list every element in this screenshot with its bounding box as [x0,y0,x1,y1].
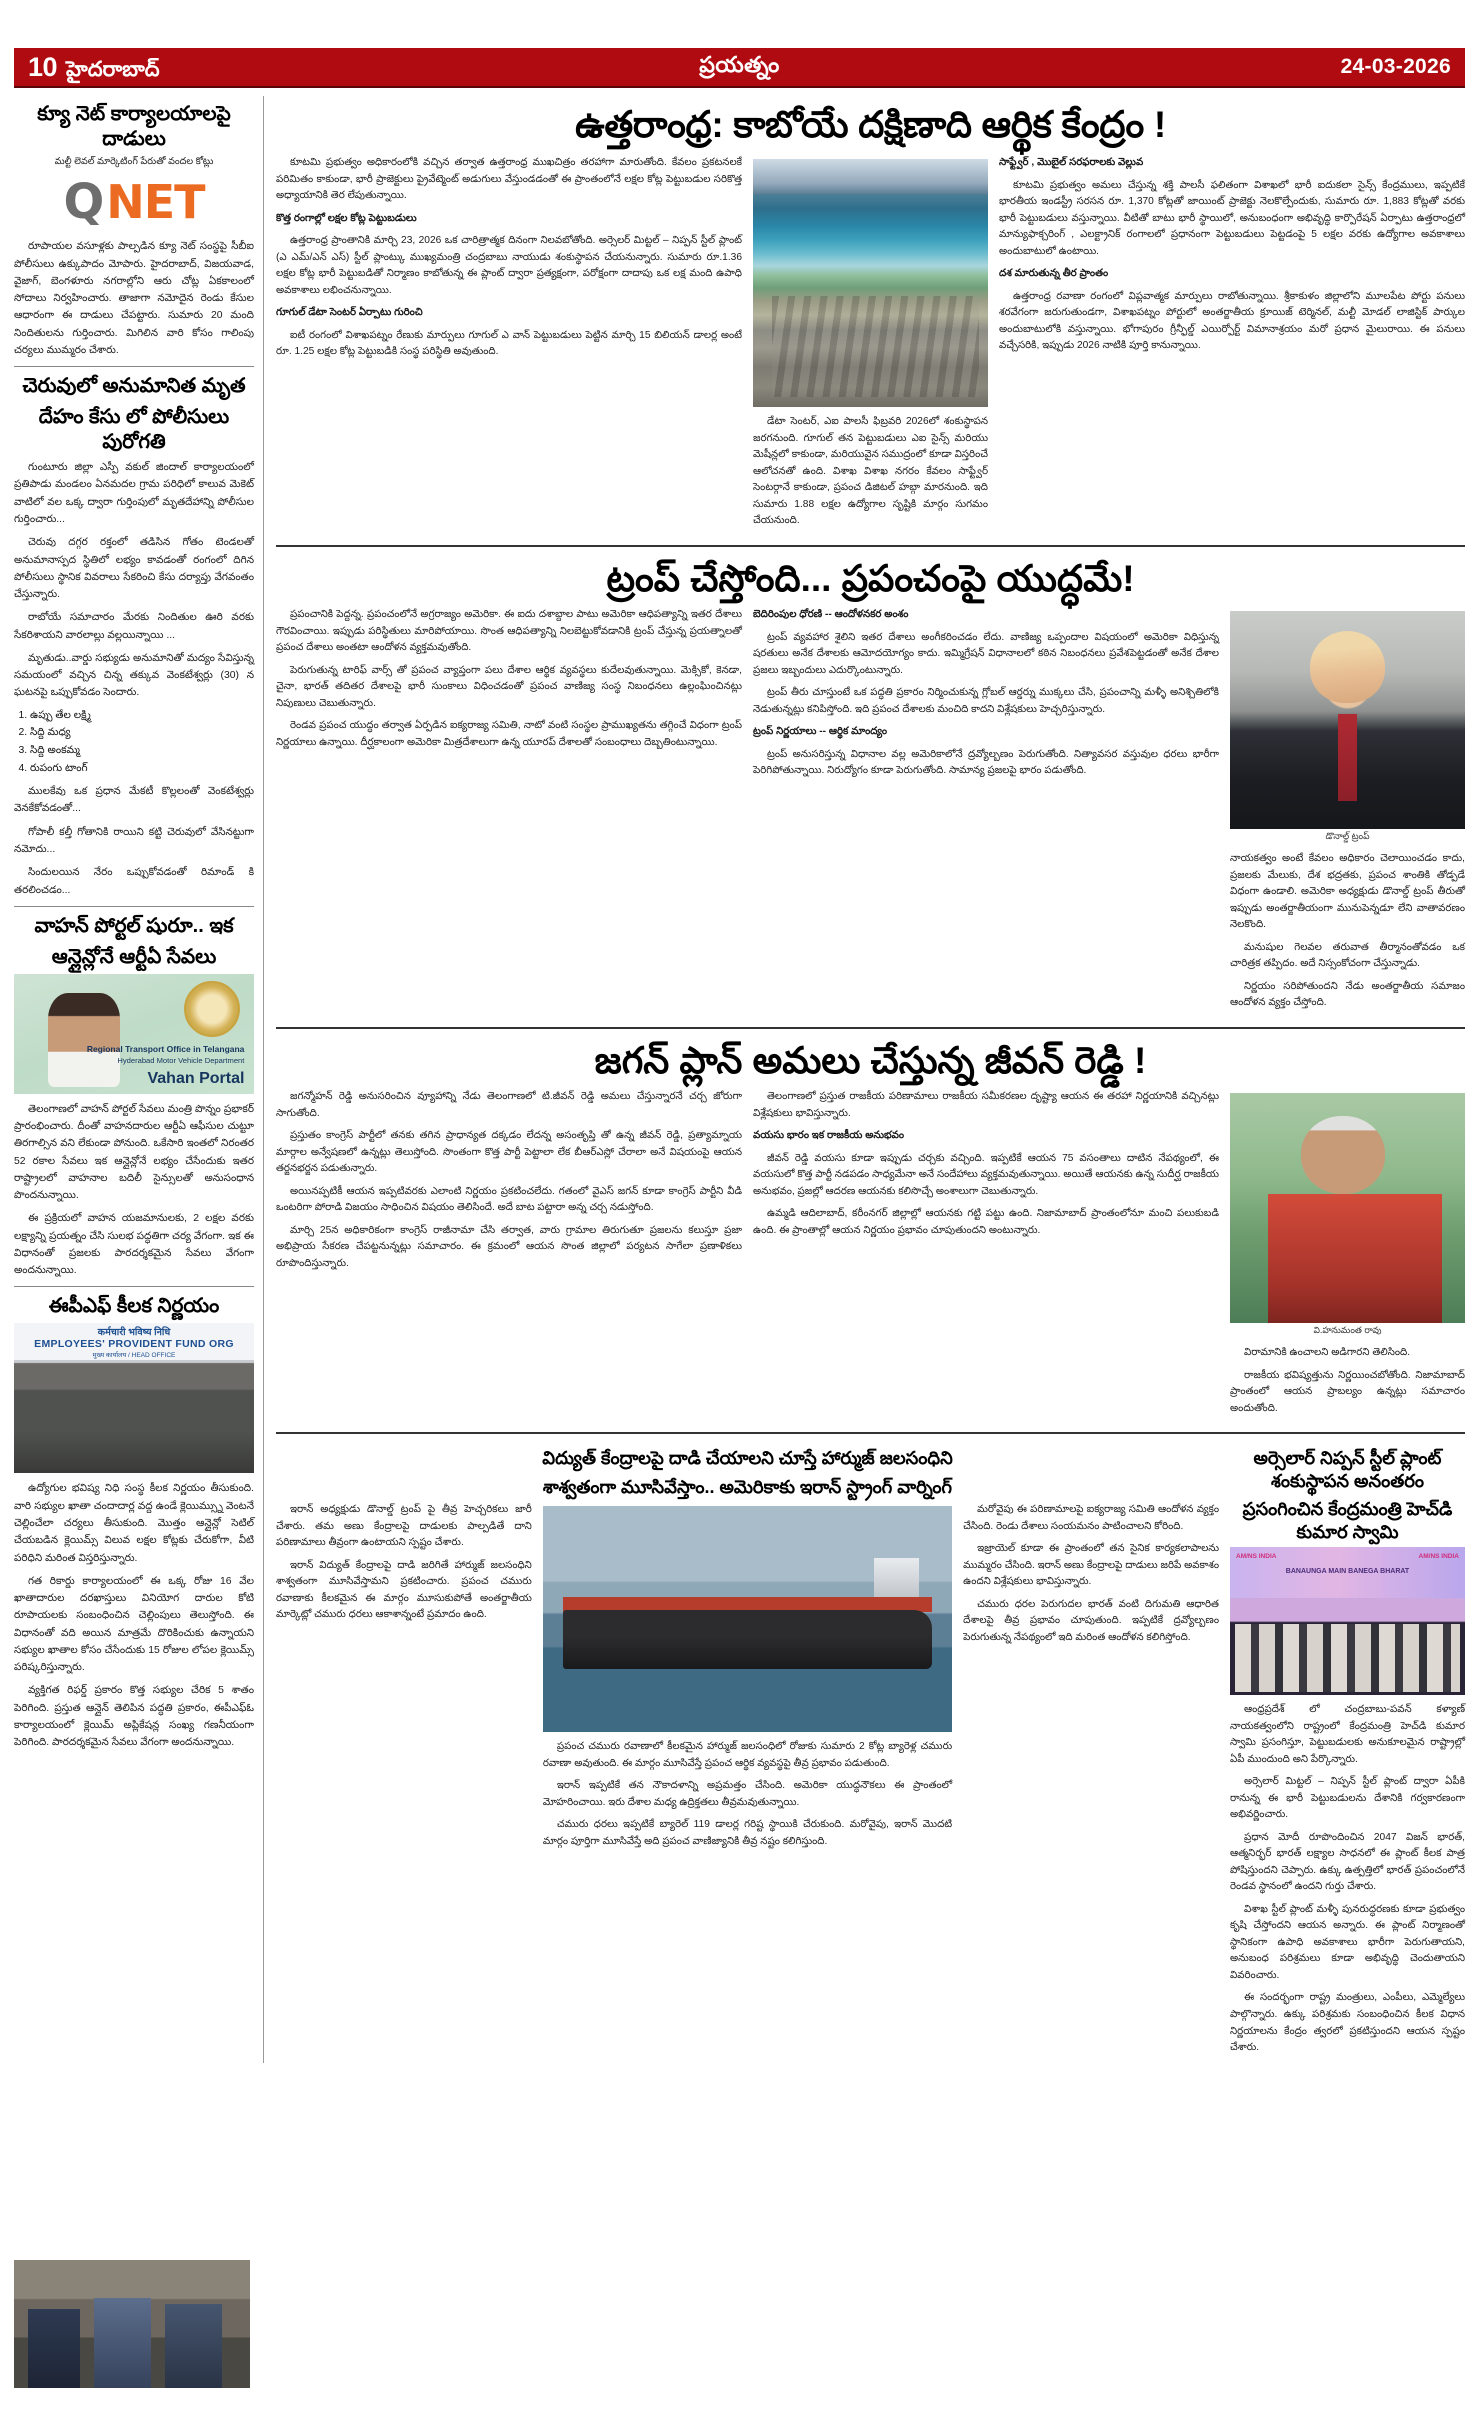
arcelor-para-2: అర్సెలార్ మిట్టల్ – నిప్పన్ స్టీల్ ప్లాంట్ ద్వారా ఏపీకి రానున్న ఈ భారీ పెట్టుబడులను దేశానికి గర్వకారణంగా అభివర్ణించారు. [1230,1776,1465,1821]
newspaper-page [0,48,1479,2412]
trump-para-2: పెరుగుతున్న టారిఫ్ వార్స్ తో ప్రపంచ వ్యాప్తంగా పలు దేశాల ఆర్థిక వ్యవస్థలు కుదేలవుతున్నాయి. మెక్సికో, కెనడా, చైనా, భారత్ తదితర దేశాలపై భారీ సుంకాలు విధించడంతో ప్రపంచ వాణిజ్య సంస్థ నిబంధనలు ఉల్లంఘించినట్లు నిపుణులు చెబుతున్నారు. [276,664,743,709]
cheruvu-headline-2: దేహం కేసు లో పోలీసులు పురోగతి [38,406,230,454]
story-trump [276,557,1465,1018]
epf-sign-sub: मुख्य कार्यालय / HEAD OFFICE [92,1351,176,1359]
jagan-para-7: ఉమ్మడి ఆదిలాబాద్, కరీంనగర్ జిల్లాల్లో ఆయనకు గట్టి పట్టు ఉంది. నిజామాబాద్ ప్రాంతంలోనూ మంచి పలుకుబడి ఉంది. ఈ ప్రాంతాల్లో ఆయన నిర్ణయం ప్రభావం చూపుతుందని అంటున్నారు. [753,1208,1219,1236]
lead-para-2: ఉత్తరాంధ్ర ప్రాంతానికి మార్చి 23, 2026 ఒక చారిత్రాత్మక దినంగా నిలవబోతోంది. అర్సెలర్ మిట్టల్ – నిప్పన్ స్టీల్ ప్లాంట్ (ఎ ఎమ్/ఎన్ ఎస్) స్టీల్ ప్లాంట్కు ముఖ్యమంత్రి చంద్రబాబు నాయుడు శంకుస్థాపన చేయనున్నారు. సుమారు రూ.1.36 లక్షల కోట్ల భారీ పెట్టుబడితో నిర్మాణం కాబోతున్న ఈ ప్లాంట్ ద్వారా ప్రత్యక్షంగా, పరోక్షంగా దాదాపు ఒక లక్ష మంది ఉపాధి అవకాశాలు లభించనున్నాయి. [276,235,742,296]
trump-para-6: ట్రంప్ అనుసరిస్తున్న విధానాల వల్ల అమెరికాలోనే ద్రవ్యోల్బణం పెరుగుతోంది. నిత్యావసర వస్తువుల ధరలు భారీగా పెరిగిపోతున్నాయి. నిరుద్యోగం కూడా పెరుగుతోంది. సామాన్య ప్రజలపై భారం పడుతోంది. [753,748,1219,777]
coast-photo-figure [753,159,988,407]
cheruvu-paragraph-1: గుంటూరు జిల్లా ఎస్పీ వకుల్ జిందాల్ కార్యాలయంలో ప్రతిపాడు మండలం ఏనమదల గ్రామ పరిధిలో కాలువ మెకెట్ వాటిలో వల ఒక్క ద్వారా గుర్తింపులో మృతదేహాన్ని పోలీసుల గుర్తించారు... [14,462,254,525]
lead-subhead-4: దశ మారుతున్న తీర ప్రాంతం [999,268,1109,280]
iran-para-6: మరోవైపు ఈ పరిణామాలపై ఐక్యరాజ్య సమితి ఆందోళన వ్యక్తం చేసింది. రెండు దేశాలు సంయమనం పాటించాలని కోరింది. [963,1504,1219,1532]
jagan-story-columns [276,1089,1465,1423]
story-vahan-portal [14,914,254,1280]
epf-paragraph-3: వ్యక్తిగత రిఫర్డ్ ప్రకారం కొత్త సభ్యుల చేరిక 5 శాతం పెరిగింది. ప్రస్తుత ఆన్లైన్ తెలిపిన పద్ధతి ప్రకారం, ఈపీఎఫ్ఓ కార్యాలయంలో క్లెయిమ్ అప్లికేషన్ల సంఖ్య గణనీయంగా పెరిగింది. పారదర్శకమైన సేవలు వేగంగా అందనున్నాయి. [14,1685,254,1749]
story-jeevan-reddy [276,1039,1465,1423]
iran-para-2: ఇరాన్ విద్యుత్ కేంద్రాలపై దాడి జరిగితే హార్ముజ్ జలసంధిని శాశ్వతంగా మూసివేస్తామని ప్రకటించారు. ప్రపంచ చమురు రవాణాకు కీలకమైన ఈ మార్గం మూసుకుపోతే అంతర్జాతీయ మార్కెట్లో చమురు ధరలు ఆకాశాన్నంటే ప్రమాదం ఉంది. [276,1559,532,1621]
ship-photo-figure [543,1506,952,1732]
cheruvu-paragraph-4: మృతుడు..వార్డు సభ్యుడు అనుమానితో మద్యం సేవిస్తున్న సమయంలో వచ్చిన చిన్న తక్కువ వెంకటేశ్వర్లు (30) న ఘటనపై ఒప్పుకోవడం సెందారు. [14,652,254,699]
jeevan-photo-figure [1230,1093,1465,1338]
divider [14,1286,254,1287]
iran-para-8: చమురు ధరల పెరుగుదల భారత్ వంటి దిగుమతి ఆధారిత దేశాలపై తీవ్ర ప్రభావం చూపుతుంది. ఇప్పటికే ద్రవ్యోల్బణం పెరుగుతున్న నేపథ్యంలో ఇది మరింత ఆందోళన కలిగిస్తోంది. [963,1598,1219,1643]
minister-portrait [48,993,120,1087]
iran-para-3: ప్రపంచ చమురు రవాణాలో కీలకమైన హార్ముజ్ జలసంధిలో రోజుకు సుమారు 2 కోట్ల బ్యారెళ్ల చమురు రవాణా అవుతుంది. ఈ మార్గం మూసివేస్తే ప్రపంచ ఆర్థిక వ్యవస్థపై తీవ్ర ప్రభావం పడుతుంది. [542,1741,953,1769]
arcelor-para-1: ఆంధ్రప్రదేశ్ లో చంద్రబాబు-పవన్ కళ్యాణ్ నాయకత్వంలోని రాష్ట్రంలో కేంద్రమంత్రి హెచ్‌డి కుమార స్వామి ప్రసంగిస్తూ, పెట్టుబడులకు అనుకూలమైన రాష్ట్రాల్లో ఏపీ ముందుంది అని పేర్కొన్నారు. [1230,1704,1465,1765]
jagan-col-2 [753,1089,1219,1423]
divider [276,1432,1465,1434]
cheruvu-closing-1: ములకేవు ఒక ప్రధాన మేకటీ కొల్లలంతో వెంకటేశ్వర్లు వెనకేకోవడంతో... [14,786,254,815]
iran-headline-2: శాశ్వతంగా మూసివేస్తాం.. అమెరికాకు ఇరాన్ స్ట్రాంగ్ వార్నింగ్ [542,1476,953,1497]
vahan-headline-1: వాహన్ పోర్టల్ షురూ.. ఇక [34,914,234,937]
cheruvu-numbered-list [14,708,254,778]
police-station-photo [14,2260,250,2388]
trump-col-2 [753,607,1219,1018]
iran-col-2-photo [543,1502,952,1856]
lead-subhead-3: సాఫ్ట్వేర్ , మొబైల్ సరఫరాలకు వెల్లువ [999,157,1144,169]
jagan-photo-caption: వి.హనుమంత రావు [1313,1325,1382,1336]
lead-story-columns [276,155,1465,536]
cheruvu-paragraph-2: చెరువు దగ్గర రక్తంలో తడిసిన గోతం టెండలతో అనుమానాస్పద స్థితిలో లభ్యం కావడంతో రంగంలో దిగిన పోలీసులు స్థానిక వివరాలు సేకరించి కేసు దర్యాప్తు వేగవంతం చేస్తున్నారు. [14,537,254,601]
masthead-bar [14,48,1465,88]
lead-para-3: ఐటీ రంగంలో విశాఖపట్నం రేణుకు మార్పులు గూగుల్ ఎ వాన్ పెట్టుబడులు పెట్టిన మార్చి 15 బిలియన్ డాలర్ల అంటే రూ. 1.25 లక్షల కోట్ల పెట్టుబడికి సంస్థ పరిస్థితి అవుతుంది. [276,329,742,358]
iran-headline-1: విద్యుత్ కేంద్రాలపై దాడి చేయాలని చూస్తే హార్ముజ్ జలసంధిని [542,1448,953,1469]
banner-left-text: AM/NS INDIA [1236,1553,1277,1561]
trump-photo-figure [1230,611,1465,844]
epf-paragraph-2: గత రికార్డు కార్యాలయంలో ఈ ఒక్క రోజు 16 వేల ఖాతాదారుల దరఖాస్తులు వినియోగ దారుల కోటి రూపాయలకు సంబంధించిన చెల్లింపులు తెలుస్తోంది. ఈ విధానంతో వది అయిన మాత్రమే దొరికించుకు ఉన్నాయని సభ్యుల ఖాతాల కోసం చేసేందుకు 15 రోజుల లోపల క్లెయిమ్స్ పరిష్కరిస్తున్నారు. [14,1575,254,1674]
iran-para-7: ఇజ్రాయెల్ కూడా ఈ ప్రాంతంలో తన సైనిక కార్యకలాపాలను ముమ్మరం చేసింది. ఇరాన్ అణు కేంద్రాలపై దాడులు జరిపే అవకాశం ఉందని విశ్లేషకులు భావిస్తున్నారు. [963,1543,1219,1588]
trump-subhead-2: ట్రంప్ నిర్ణయాలు -- ఆర్థిక మాంద్యం [753,726,888,738]
trump-headline: ట్రంప్ చేస్తోంది... ప్రపంచంపై యుద్ధమే! [606,557,1135,599]
epf-signboard [14,1323,254,1362]
jagan-subhead-1: వయసు భారం ఇక రాజకీయ అనుభవం [753,1130,905,1142]
story-uttarandhra [276,102,1465,536]
iran-col-1 [276,1502,532,1856]
qnet-logo-q: Q [63,174,105,231]
jagan-para-1: జగన్మోహన్ రెడ్డి అనుసరించిన వ్యూహాన్ని నేడు తెలంగాణలో టి.జీవన్ రెడ్డి అమలు చేస్తున్నారనే చర్చ జోరుగా సాగుతోంది. [276,1091,742,1119]
jeevan-reddy-portrait-photo [1230,1093,1465,1323]
iran-para-4: ఇరాన్ ఇప్పటికే తన నౌకాదళాన్ని అప్రమత్తం చేసింది. అమెరికా యుద్ధనౌకలు ఈ ప్రాంతంలో మోహరించాయి. ఇరు దేశాల మధ్య ఉద్రిక్తతలు తీవ్రమవుతున్నాయి. [542,1780,953,1808]
lead-col-2-photo [753,155,988,536]
police-photo-block [14,2260,250,2388]
jagan-col-1 [276,1089,742,1423]
person-silhouette [165,2304,222,2388]
ship-hull [563,1610,931,1669]
iran-col-3 [963,1502,1219,1856]
iran-inner-columns [276,1502,1219,1856]
arcelor-para-4: విశాఖ స్టీల్ ప్లాంట్ మళ్ళీ పునరుద్ధరణకు కూడా ప్రభుత్వం కృషి చేస్తోందని ఆయన అన్నారు. ఈ ప్లాంట్ నిర్మాణంతో స్థానికంగా ఉపాధి అవకాశాలు భారీగా పెరుగుతాయని, అనుబంధ పరిశ్రమలు కూడా అభివృద్ధి చెందుతాయని వివరించారు. [1230,1903,1465,1981]
iran-para-5: చమురు ధరలు ఇప్పటికే బ్యారెల్ 119 డాలర్ల గరిష్ట స్థాయికి చేరుకుంది. మరోవైపు, ఇరాన్ మొదటి మార్గం పూర్తిగా మూసివేస్తే అది ప్రపంచ వాణిజ్యానికి తీవ్ర నష్టం కలిగిస్తుంది. [542,1819,953,1847]
cheruvu-headline-1: చెరువులో అనుమానిత మృత [22,375,246,398]
newspaper-title: ప్రయత్నం [699,51,780,77]
lead-subhead-1: కొత్త రంగాల్లో లక్షల కోట్ల పెట్టుబడులు [276,212,417,224]
story-arcelor [1230,1441,1465,2062]
jagan-para-2: ప్రస్తుతం కాంగ్రెస్ పార్టీలో తనకు తగిన ప్రాధాన్యత దక్కడం లేదన్న అసంతృప్తి తో ఉన్న జీవన్ రెడ్డి, ప్రత్యామ్నాయ మార్గాల అన్వేషణలో ఉన్నట్లు తెలుస్తోంది. సొంతంగా కొత్త పార్టీ పెట్టాలా లేక బీఆర్ఎస్లో చేరాలా అనే విషయంపై ఆయన తర్జనభర్జన పడుతున్నారు. [276,1130,742,1175]
list-item: 2. సిద్ది మధ్య [30,725,254,742]
vahan-paragraph-1: తెలంగాణలో వాహన్ పోర్టల్ సేవలు మంత్రి పొన్నం ప్రభాకర్ ప్రారంభించారు. దీంతో వాహనదారుల ఆర్టీఏ ఆఫీసుల చుట్టూ తిరగాల్సిన వని లేకుండా పోనుంది. ఒకేసారి ఇంతలో నిరంతర 52 రకాల సేవలు ఇక ఆన్లైన్లోనే లభ్యం చేసేందుకు ఇతర రాష్ట్రాలలో వాహనాల బదిలీ సైన్సులతో అనుసంధాన పొందనున్నాయి. [14,1103,254,1202]
list-item: 3. సిద్ది అంకమ్మ [30,743,254,760]
story-epf [14,1294,254,1751]
qnet-logo-figure [14,173,254,231]
vahan-photo-line2: Hyderabad Motor Vehicle Department [117,1055,245,1065]
main-column [264,96,1465,2063]
jagan-para-5: తెలంగాణలో ప్రస్తుత రాజకీయ పరిణామాలు రాజకీయ సమీకరణల దృష్ట్యా ఆయన ఈ తరహా నిర్ణయానికి వచ్చినట్లు విశ్లేషకులు భావిస్తున్నారు. [753,1091,1219,1119]
trump-para-5: ట్రంప్ తీరు చూస్తుంటే ఒక పద్ధతి ప్రకారం నిర్మించుకున్న గ్లోబల్ ఆర్డర్ను ముక్కలు చేసి, ప్రపంచాన్ని మళ్ళీ అనిశ్చితిలోకి నెడుతున్నట్లు కనిపిస్తోంది. ఇది ప్రపంచ దేశాలకు మంచిది కాదని విశ్లేషకులు హెచ్చరిస్తున్నారు. [753,687,1219,715]
lead-para-5: కూటమి ప్రభుత్వం అమలు చేస్తున్న శక్తి పాలసీ ఫలితంగా విశాఖలో భారీ ఐదుకలా సైన్స్ కేంద్రములు, ఇప్పటికే భారతీయ ఇండస్ట్రీ సరసన రూ. 1,370 కోట్లతో జాయింట్ ప్రాజెక్టు నెలకొల్పేందుకు, సుమారు రూ. 1,883 కోట్లతో వరకు భారీ పెట్టుబడులు వస్తున్నాయి. వీటితో బాటు భారీ స్థాయిలో, అనుబంధంగా అభివృద్ధి కార్పొరేషన్ ఏర్పాటు ఉత్తరాంధ్రలో మాన్యుఫాక్చరింగ్ , ఎలక్ట్రానిక్ రంగాలలో ప్రధానంగా పెట్టుబడులు పెట్టడంపై 5 లక్షల వరకు ఉద్యోగాల అవకాశాలు అందుబాటులో ఉంటాయి. [999,179,1465,257]
story-iran [276,1441,1219,2062]
trump-portrait-photo [1230,611,1465,829]
epf-paragraph-1: ఉద్యోగుల భవిష్య నిధి సంస్థ కీలక నిర్ణయం తీసుకుంది. వారి సభ్యుల ఖాతా చందాదార్ల వద్ద ఉండే క్లెయిమ్స్ను వెంటనే చెల్లించేలా చర్యలు తీసుకుంది. మొత్తం ఆన్లైన్లో సెటిల్ చేయబడిన క్లెయిమ్స్ విలువ లక్షల కోట్లకు చేరుకోగా, వీటి పరిధిని మరింత విస్తరిస్తున్నారు. [14,1483,254,1564]
person-silhouette [94,2298,151,2388]
divider [14,906,254,907]
lead-col-1 [276,155,742,536]
jagan-para-6: జీవన్ రెడ్డి వయసు కూడా ఇప్పుడు చర్చకు వచ్చింది. ఇప్పటికే ఆయన 75 వసంతాలు దాటిన నేపథ్యంలో, ఈ వయసులో కొత్త పార్టీ నడపడం సాధ్యమేనా అనే సందేహాలు వ్యక్తమవుతున్నాయి. అయితే ఆయనకు ఉన్న సుదీర్ఘ రాజకీయ అనుభవం, ప్రజల్లో ఆదరణ ఆయనకు కలిసొచ్చే అంశాలుగా చెబుతున్నారు. [753,1152,1219,1197]
oil-tanker-photo [543,1506,952,1732]
arcelor-photo-figure [1230,1547,1465,1695]
epf-headline: ఈపీఎఫ్ కీలక నిర్ణయం [48,1295,220,1318]
list-item: 4. రుపంగు టాంగ్ [30,761,254,778]
trump-para-8: నిర్ణయం సరిపోతుందని నేడు అంతర్జాతీయ సమాజం ఆందోళన వ్యక్తం చేస్తోంది. [1230,980,1465,1009]
epf-photo-figure [14,1323,254,1473]
cheruvu-closing-3: సిందులయిన నేరం ఒప్పుకోవడంతో రిమాండ్ కి తరలించడం... [14,867,254,896]
edition-city: హైదరాబాద్ [66,57,160,81]
person-silhouette [28,2309,80,2388]
publication-date: 24-03-2026 [1340,55,1451,78]
arcelor-para-5: ఈ సందర్భంగా రాష్ట్ర మంత్రులు, ఎంపీలు, ఎమ్మెల్యేలు పాల్గొన్నారు. ఉక్కు పరిశ్రమకు సంబంధించిన కీలక విధాన నిర్ణయాలను కేంద్రం త్వరలో ప్రకటిస్తుందని ఆయన స్పష్టం చేశారు. [1230,1992,1465,2054]
page-body-grid [14,96,1465,2063]
vahan-photo-figure [14,974,254,1094]
epf-sign-english: EMPLOYEES' PROVIDENT FUND ORG [34,1337,234,1350]
lead-para-1: కూటమి ప్రభుత్వం అధికారంలోకి వచ్చిన తర్వాత ఉత్తరాంధ్ర ముఖచిత్రం తరహాగా మారుతోంది. కేవలం ప్రకటనలకే పరిమితం కాకుండా, భారీ ప్రాజెక్టులు ప్రైవేట్మెంట్ అడుగులు వేస్తుండడంతో ఈ ప్రాంతంలోనే లక్షల కోట్ల పెట్టుబడుల సరికొత్త అధ్యాయానికి తెర లేపుతున్నాయి. [276,157,742,202]
banner-center-text: BANAUNGA MAIN BANEGA BHARAT [1285,1568,1410,1575]
trump-caption-text: నాయకత్వం అంటే కేవలం అధికారం చెలాయించడం కాదు, ప్రజలకు మేలుకు, దేశ భద్రతకు, ప్రపంచ శాంతికి తోడ్పడే విధంగా ఉండాలి. అమెరికా అధ్యక్షుడు డొనాల్డ్ ట్రంప్ తీరుతో ఇప్పుడు అంతర్జాతీయంగా మునుపెన్నడూ లేని వాతావరణం నెలకొంది. [1230,853,1465,931]
left-rail [14,96,264,2063]
vahan-photo-line1: Regional Transport Office in Telangana [86,1043,245,1054]
lead-subhead-2: గూగుల్ డేటా సెంటర్ ఏర్పాటు గురించి [276,307,423,319]
list-item: 1. ఉప్పు తేల లక్ష్మి [30,708,254,725]
qnet-paragraph: రూపాయల వసూళ్లకు పాల్పడిన క్యూ నెట్ సంస్థపై సీబీఐ పోలీసులు ఉక్కుపాదం మోపారు. హైదరాబాద్, విజయవాడ, వైజాగ్, బెంగళూరు నగరాల్లోని ఆరు చోట్ల ఏకకాలంలో సోదాలు నిర్వహించారు. తాజాగా నమోదైన రెండు కేసుల ఆధారంగా ఈ దాడులు చేపట్టారు. సుమారు 20 మంది నిందితులను గుర్తించారు. మిగిలిన వారి కోసం గాలింపు చర్యలు ముమ్మరం చేశారు. [14,241,254,356]
trump-photo-caption: డొనాల్డ్ ట్రంప్ [1325,831,1370,842]
jagan-para-4: మార్చి 25న అధికారికంగా కాంగ్రెస్ రాజీనామా చేసి తర్వాత, వారు గ్రామాల తిరుగుతూ ప్రజలను కలుస్తూ ప్రజా అభిప్రాయ సేకరణ చేపట్టనున్నట్లు సమాచారం. ఈ క్రమంలో ఆయన సొంత జిల్లాలో పర్యటన సాగేలా ప్రణాళికలు రూపొందిస్తున్నారు. [276,1224,742,1269]
trump-para-1: ప్రపంచానికి పెద్దన్న. ప్రపంచంలోనే అగ్రరాజ్యం అమెరికా. ఈ ఐదు దశాబ్దాల పాటు అమెరికా ఆధిపత్యాన్ని ఇతర దేశాలు గౌరవించాయి. ఇప్పుడు పరిస్థితులు మారిపోయాయి. సొంత ఆధిపత్యాన్ని నిలబెట్టుకోవడానికి ట్రంప్ చేస్తున్న ప్రయత్నాలతో ప్రపంచ దేశాలు అంతటా ఆందోళన వ్యక్తమవుతోంది. [276,609,742,654]
jagan-para-3: అయినప్పటికీ ఆయన ఇప్పటివరకు ఎలాంటి నిర్ణయం ప్రకటించలేదు. గతంలో వైఎస్ జగన్ కూడా కాంగ్రెస్ పార్టీని వీడి ఒంటరిగా పోరాడి విజయం సాధించిన విషయం తెలిసిందే. అదే బాట పట్టారా అన్న చర్చ నడుస్తోంది. [276,1185,742,1214]
jagan-para-8: విరామానికి ఉంచాలని అడిగారని తెలిసింది. [1244,1347,1411,1359]
qnet-kicker: మల్టీ లెవల్ మార్కెటింగ్ పేరుతో వందల కోట్లు [54,156,214,167]
portrait-head [1301,1116,1386,1194]
jagan-col-3-photo [1230,1089,1465,1423]
page-number: 10 [28,51,58,82]
jagan-headline: జగన్ ప్లాన్ అమలు చేస్తున్న జీవన్ రెడ్డి ! [594,1039,1147,1081]
vahan-headline-2: ఆన్లైన్లోనే ఆర్టీఏ సేవలు [51,945,217,968]
arcelor-headline-1: అర్సెలార్ నిప్పన్ స్టీల్ ప్లాంట్ శంకుస్థాపన అనంతరం [1253,1448,1442,1491]
lead-headline: ఉత్తరాంధ్ర: కాబోయే దక్షిణాది ఆర్థిక కేంద్రం ! [575,104,1166,145]
divider [14,366,254,367]
cheruvu-paragraph-3: రాబోయే సమాచారం మేరకు నిందితుల ఊరి వరకు సేకరిశాయని వారలాల్లు వల్లయిన్నాయి ... [14,612,254,641]
cheruvu-closing-2: గోపాలీ కల్తీ గోతానికి రాయిని కట్టి చెరువులో వేసినట్టుగా నమోదు... [14,826,254,856]
event-banner [1230,1547,1465,1597]
epf-office-photo [14,1323,254,1473]
lead-col-3 [999,155,1465,536]
qnet-logo-net: NET [106,175,205,230]
trump-col-3-photo [1230,607,1465,1018]
qnet-logo [14,173,254,231]
trump-para-4: ట్రంప్ వ్యవహార శైలిని ఇతర దేశాలు అంగీకరించడం లేదు. వాణిజ్య ఒప్పందాల విషయంలో అమెరికా విధిస్తున్న షరతులు అనేక దేశాలకు ఆమోదయోగ్యం కాదు. ఇమ్మిగ్రేషన్ విధానాలలో కఠిన నిబంధనలు ప్రవేశపెట్టడంతో అనేక దేశాల ప్రజలు ఇబ్బందులు ఎదుర్కొంటున్నారు. [753,631,1219,676]
divider [276,545,1465,547]
trump-subhead-1: బెదిరింపుల ధోరణి -- ఆందోళనకర అంశం [753,609,909,621]
lead-para-4: డేటా సెంటర్, ఎఐ పాలసీ ఫిబ్రవరి 2026లో శంకుస్థాపన జరగనుంది. గూగుల్ తన పెట్టుబడులు ఎఐ సైన్స్ మరియు మెషీన్లలో కాకుండా, మరియువైన సముద్రంలో కూడా విస్తరించే ఆలోచనతో ఉంది. విశాఖ విశాఖ నగరం కేవలం సాఫ్ట్వేర్ సెంటర్గానే కాకుండా, ప్రపంచ డిజిటల్ హబ్గా మారనుంది. ఇది సుమారు 1.88 లక్షల ఉద్యోగాల సృష్టికి మార్గం సుగమం చేయనుంది. [753,416,988,527]
vahan-photo-line3: Vahan Portal [147,1069,245,1087]
iran-para-1: ఇరాన్ అధ్యక్షుడు డొనాల్డ్ ట్రంప్ పై తీవ్ర హెచ్చరికలు జారీ చేశారు. తమ అణు కేంద్రాలపై దాడులకు పాల్పడితే దాని పరిణామాలు తీవ్రంగా ఉంటాయని స్పష్టం చేశారు. [276,1504,532,1549]
ship-bridge [874,1558,919,1599]
lead-para-6: ఉత్తరాంధ్ర రవాణా రంగంలో విప్లవాత్మక మార్పులు రాబోతున్నాయి. శ్రీకాకుళం జిల్లాలోని మూలపేట పోర్టు పనులు శరవేగంగా జరుగుతుండగా, విశాఖపట్నం పోర్టులో అంతర్జాతీయ క్రూయిజ్ టెర్మినల్, మల్టీ మోడల్ లాజిస్టిక్ పార్కుల అందుబాటులోకి వస్తున్నాయి. భోగాపురం గ్రీన్ఫీల్డ్ ఎయిర్పోర్ట్ విమానాశ్రయం మరో ప్రధాన మైలురాయి. ఈ పనులు వచ్చేసరికి, ఇప్పుడు 2026 నాటికి పూర్తి కానున్నాయి. [999,290,1465,352]
qnet-headline: క్యూ నెట్ కార్యాలయాలపై దాడులు [37,103,231,150]
arcelor-event-photo [1230,1547,1465,1695]
trump-para-7: మనుషుల గెలవల తరువాత తీర్మానంతోవడం ఒక చారిత్రక తప్పిదం. అదే నిస్సంకోచంగా చేస్తున్నాడు. [1230,941,1465,970]
vahan-portal-photo [14,974,254,1094]
trump-col-1 [276,607,742,1018]
visakhapatnam-coast-photo [753,159,988,407]
arcelor-headline-2: ప్రసంగించిన కేంద్రమంత్రి హెచ్‌డి కుమార స్వామి [1242,1499,1453,1542]
story-qnet [14,102,254,359]
arcelor-para-3: ప్రధాన మోదీ రూపొందించిన 2047 విజన్ భారత్, ఆత్మనిర్భర్ భారత్ లక్ష్యాల సాధనలో ఈ ప్లాంట్ కీలక పాత్ర పోషిస్తుందని చెప్పారు. ఉక్కు ఉత్పత్తిలో భారత్ ప్రపంచంలోనే రెండవ స్థానంలో ఉందని గుర్తు చేశారు. [1230,1831,1465,1893]
event-attendees-row [1235,1624,1461,1692]
bottom-section [276,1441,1465,2062]
divider [276,1027,1465,1029]
trump-story-columns [276,607,1465,1018]
jagan-para-9: రాజకీయ భవిష్యత్తును నిర్ణయించబోతోంది. నిజామాబాద్ ప్రాంతంలో ఆయన ప్రాబల్యం ఉన్నట్లు సమాచారం అందుతోంది. [1230,1369,1465,1414]
vahan-paragraph-2: ఈ ప్రక్రియలో వాహన యజమానులకు, 2 లక్షల వరకు లక్ష్యాన్ని ప్రయత్నం చేసి సులభ పద్ధతిగా చర్య వేగంగా. ఇక ఈ విధానంతో ప్రజలకు పారదర్శకమైన సేవలు వేగంగా అందనున్నాయి. [14,1213,254,1277]
portrait-body [1268,1194,1442,1323]
banner-right-text: AM/NS INDIA [1418,1553,1459,1561]
trump-para-3: రెండవ ప్రపంచ యుద్ధం తర్వాత ఏర్పడిన ఐక్యరాజ్య సమితి, నాటో వంటి సంస్థల ప్రాముఖ్యతను తగ్గించే విధంగా ట్రంప్ నిర్ణయాలు ఉన్నాయి. దీర్ఘకాలంగా అమెరికా మిత్రదేశాలుగా ఉన్న యూరప్ దేశాలతో సంబంధాలు దెబ్బతింటున్నాయి. [276,720,742,748]
government-emblem-icon [184,981,240,1037]
epf-sign-hindi: कर्मचारी भविष्य निधि [97,1326,171,1338]
story-cheruvu [14,374,254,899]
